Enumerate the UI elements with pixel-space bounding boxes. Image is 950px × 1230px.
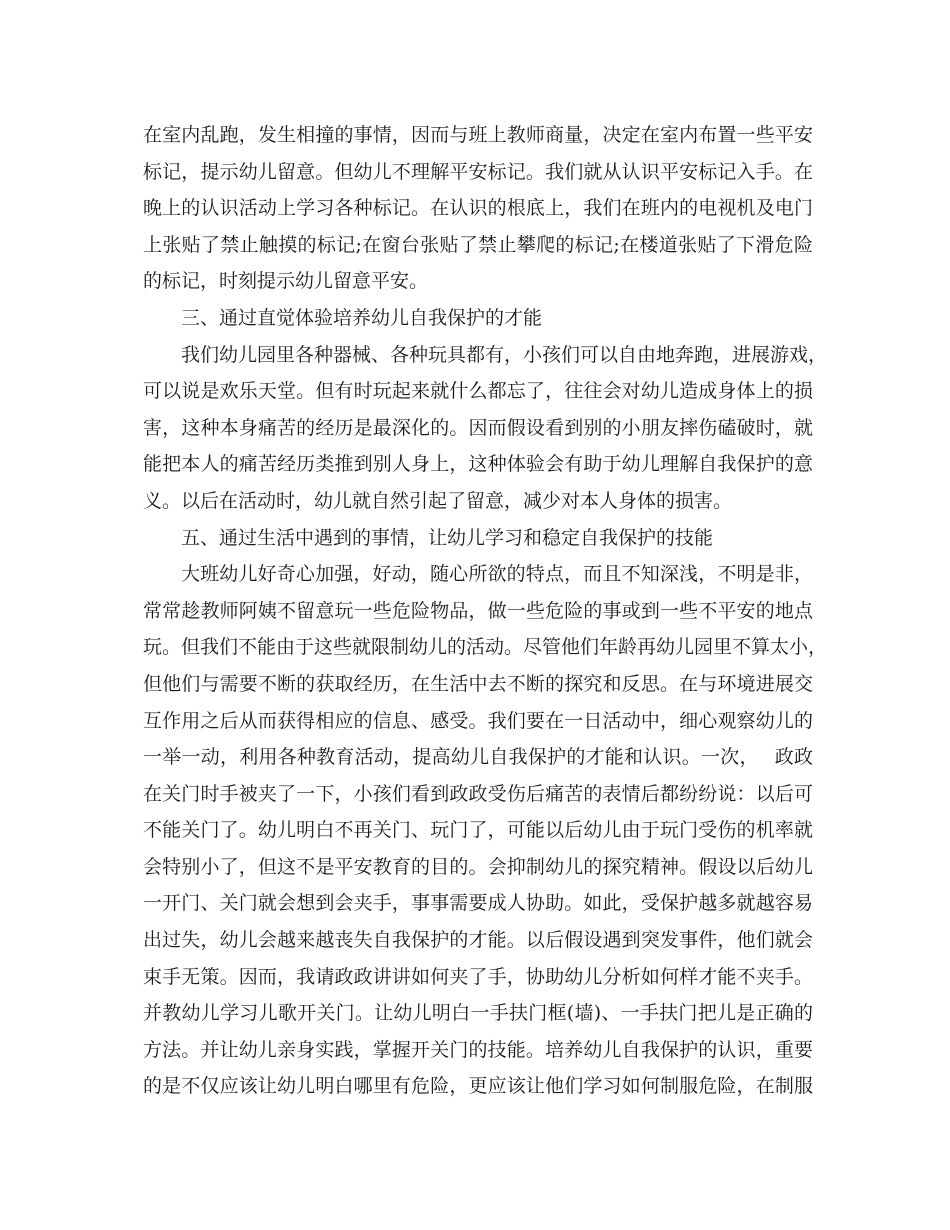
text-line: 常常趁教师阿姨不留意玩一些危险物品，做一些危险的事或到一些不平安的地点 <box>143 599 813 622</box>
text-line: 我们幼儿园里各种器械、各种玩具都有，小孩们可以自由地奔跑，进展游戏， <box>181 343 828 366</box>
text-line: 并教幼儿学习儿歌开关门。让幼儿明白一手扶门框(墙)、一手扶门把儿是正确的 <box>143 1002 813 1025</box>
text-line: 但他们与需要不断的获取经历，在生活中去不断的探究和反思。在与环境进展交 <box>143 672 813 695</box>
text-line: 的标记，时刻提示幼儿留意平安。 <box>143 270 429 293</box>
text-line: 一举一动，利用各种教育活动，提高幼儿自我保护的才能和认识。一次， 政政 <box>143 746 813 769</box>
text-line: 晚上的认识活动上学习各种标记。在认识的根底上，我们在班内的电视机及电门 <box>143 197 813 220</box>
text-line: 的是不仅应该让幼儿明白哪里有危险，更应该让他们学习如何制服危险，在制服 <box>143 1075 813 1098</box>
document-body <box>143 117 828 1105</box>
text-line: 一开门、关门就会想到会夹手，事事需要成人协助。如此，受保护越多就越容易 <box>143 892 813 915</box>
text-line: 义。以后在活动时，幼儿就自然引起了留意，减少对本人身体的损害。 <box>143 489 733 512</box>
text-line: 大班幼儿好奇心加强，好动，随心所欲的特点，而且不知深浅，不明是非， <box>181 563 813 586</box>
text-line: 互作用之后从而获得相应的信息、感受。我们要在一日活动中，细心观察幼儿的 <box>143 709 813 732</box>
text-line: 会特别小了，但这不是平安教育的目的。会抑制幼儿的探究精神。假设以后幼儿 <box>143 855 813 878</box>
text-line: 束手无策。因而，我请政政讲讲如何夹了手，协助幼儿分析如何样才能不夹手。 <box>143 965 813 988</box>
text-line: 玩。但我们不能由于这些就限制幼儿的活动。尽管他们年龄再幼儿园里不算太小， <box>143 636 828 659</box>
text-line: 方法。并让幼儿亲身实践，掌握开关门的技能。培养幼儿自我保护的认识，重要 <box>143 1038 813 1061</box>
text-line: 能把本人的痛苦经历类推到别人身上，这种体验会有助于幼儿理解自我保护的意 <box>143 453 813 476</box>
text-line: 不能关门了。幼儿明白不再关门、玩门了，可能以后幼儿由于玩门受伤的机率就 <box>143 819 813 842</box>
text-line: 三、通过直觉体验培养幼儿自我保护的才能 <box>181 306 543 329</box>
text-line: 五、通过生活中遇到的事情，让幼儿学习和稳定自我保护的技能 <box>181 526 714 549</box>
text-line: 上张贴了禁止触摸的标记;在窗台张贴了禁止攀爬的标记;在楼道张贴了下滑危险 <box>143 233 813 256</box>
text-line: 害，这种本身痛苦的经历是最深化的。因而假设看到别的小朋友摔伤磕破时，就 <box>143 416 813 439</box>
text-line: 可以说是欢乐天堂。但有时玩起来就什么都忘了，往往会对幼儿造成身体上的损 <box>143 380 813 403</box>
text-line: 在室内乱跑，发生相撞的事情，因而与班上教师商量，决定在室内布置一些平安 <box>143 124 813 146</box>
text-line: 出过失，幼儿会越来越丧失自我保护的才能。以后假设遇到突发事件，他们就会 <box>143 929 813 952</box>
text-line: 在关门时手被夹了一下，小孩们看到政政受伤后痛苦的表情后都纷纷说：以后可 <box>143 782 813 805</box>
text-line: 标记，提示幼儿留意。但幼儿不理解平安标记。我们就从认识平安标记入手。在 <box>143 160 813 183</box>
